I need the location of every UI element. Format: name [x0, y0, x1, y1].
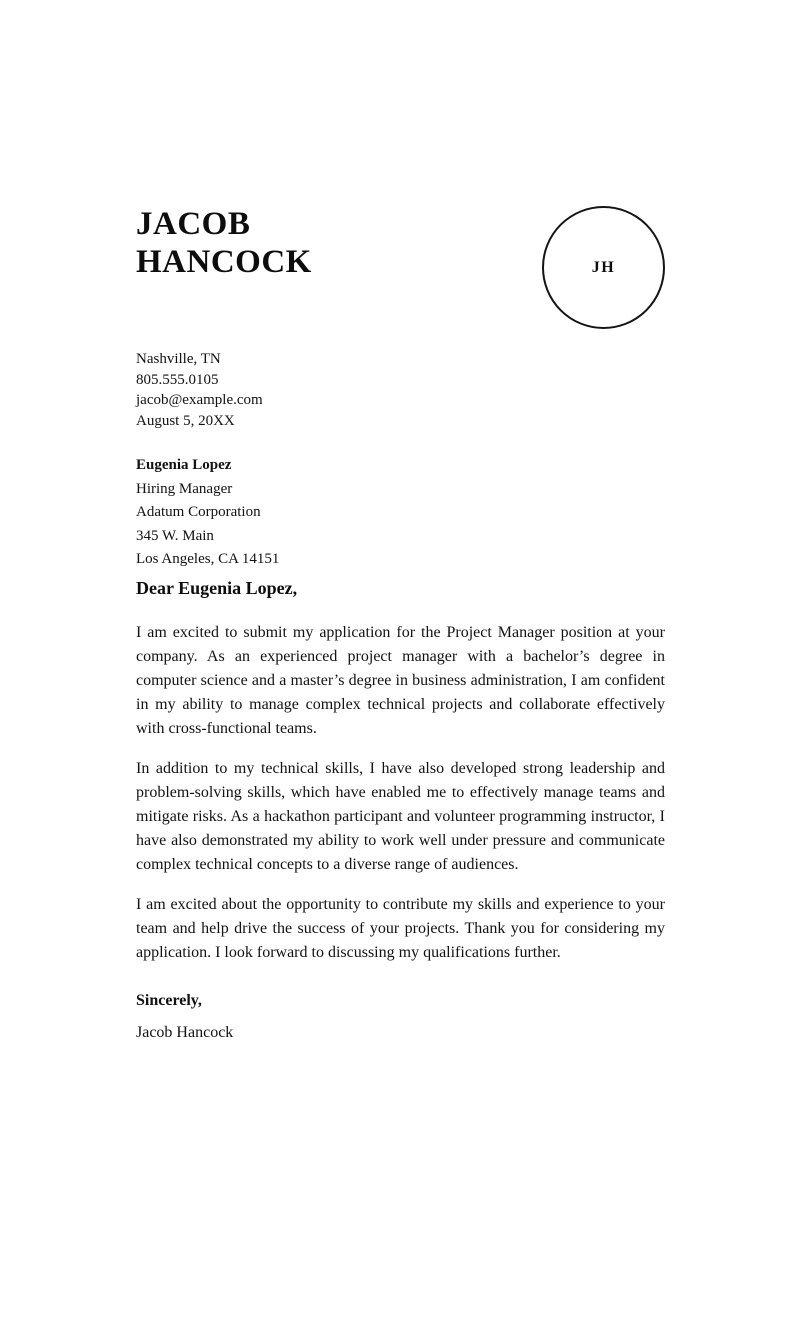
monogram-badge: [542, 206, 665, 329]
monogram-initials: JH: [591, 258, 616, 276]
recipient-address-line1: 345 W. Main: [136, 527, 214, 544]
applicant-name: [136, 205, 312, 281]
closing: Sincerely,: [136, 991, 202, 1009]
sender-location: Nashville, TN: [136, 351, 221, 367]
body-paragraph-1: I am excited to submit my application for the Project Manager position at your company. As an experienced project manager with a bachelor’s degree in computer science and a master’s degree in business administration, I am confident in my ability to manage complex technical projects and collaborate effectively with cross-functional teams.: [136, 623, 665, 737]
body-paragraph-3: I am excited about the opportunity to contribute my skills and experience to your team and help drive the success of your projects. Thank you for considering my application. I look forward to discussing my qualifications further.: [136, 895, 665, 961]
recipient-address-line2: Los Angeles, CA 14151: [136, 551, 280, 567]
letter-body: [136, 621, 665, 965]
recipient-name: Eugenia Lopez: [136, 457, 232, 473]
body-paragraph-2: In addition to my technical skills, I have also developed strong leadership and problem-solving skills, which have enabled me to effectively manage teams and mitigate risks. As a hackathon participant and volunteer programming instructor, I have also demonstrated my ability to work well under pressure and communicate complex technical concepts to a diverse range of audiences.: [136, 759, 665, 873]
letter-header: [136, 205, 665, 329]
letter-date: August 5, 20XX: [136, 412, 235, 429]
recipient-company: Adatum Corporation: [136, 504, 261, 520]
recipient-block: [136, 454, 665, 572]
recipient-title: Hiring Manager: [136, 480, 233, 497]
sender-contact-block: [136, 349, 665, 431]
applicant-last-name: HANCOCK: [136, 244, 312, 280]
applicant-first-name: JACOB: [136, 206, 251, 242]
sender-phone: 805.555.0105: [136, 371, 219, 388]
sender-email: jacob@example.com: [136, 392, 263, 408]
signature: Jacob Hancock: [136, 1023, 234, 1041]
salutation: Dear Eugenia Lopez,: [136, 577, 298, 598]
